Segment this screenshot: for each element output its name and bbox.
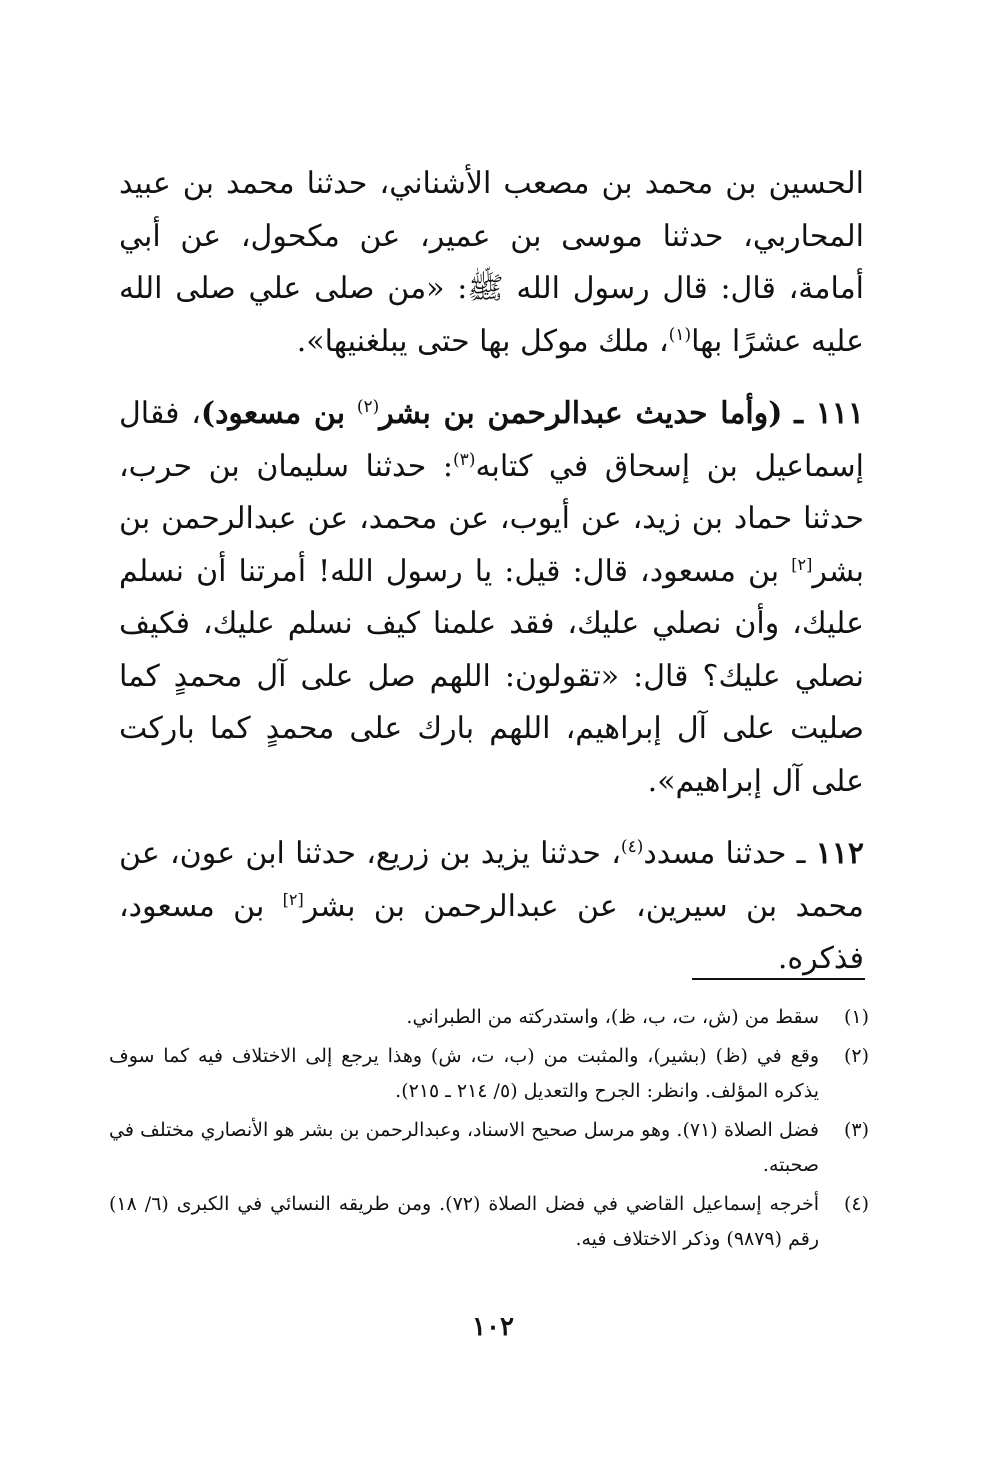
footnote-text: سقط من (ش، ت، ب، ظ)، واستدركته من الطبراني.	[406, 1006, 819, 1028]
editor-mark: [٢]	[282, 889, 304, 909]
footnote-3	[109, 1113, 869, 1183]
footnote-text: فضل الصلاة (٧١). وهو مرسل صحيح الاسناد، وعبدالرحمن بن بشر هو الأنصاري مختلف في صحبته.	[109, 1119, 819, 1176]
text-run: الحسين بن محمد بن مصعب الأشناني، حدثنا محمد بن عبيد المحاربي، حدثنا موسى بن عمير، عن مكحول، عن أبي أمامة، قال: قال رسول الله ﷺ: «من صلى علي صلى الله عليه عشرًا بها	[119, 166, 864, 359]
footnote-number: (٢)	[843, 1045, 869, 1067]
page-number: ١٠٢	[472, 1312, 514, 1342]
text-run: بن مسعود، قال: قيل: يا رسول الله! أمرتنا أن نسلم عليك، وأن نصلي عليك، فقد علمنا كيف نسلم عليك، فكيف نصلي عليك؟ قال: «تقولون: اللهم صل على آل محمدٍ كما صليت على آل إبراهيم، اللهم بارك على محمدٍ كما باركت على آل إبراهيم».	[119, 553, 864, 799]
footnote-ref: (٢)	[356, 397, 380, 417]
hadith-number: ١١٢	[815, 836, 865, 871]
section-heading: بن مسعود)	[200, 396, 346, 431]
footnote-ref: (٤)	[620, 837, 644, 857]
main-text	[119, 158, 864, 1006]
paragraph-112	[119, 828, 864, 986]
hadith-number: ١١١ ـ	[794, 396, 864, 431]
text-run: ، فقال إسماعيل بن إسحاق في كتابه	[119, 396, 865, 484]
footnote-number: (٤)	[843, 1193, 869, 1215]
footnote-4	[109, 1187, 869, 1257]
footnote-text: وقع في (ظ) (بشير)، والمثبت من (ب، ت، ش) وهذا يرجع إلى الاختلاف فيه كما سوف يذكره المؤلف. وانظر: الجرح والتعديل (٥/ ٢١٤ ـ ٢١٥).	[109, 1045, 819, 1102]
text-run: ـ حدثنا مسدد	[643, 836, 816, 871]
footnote-2	[109, 1039, 869, 1109]
paragraph-1	[119, 158, 864, 368]
editor-mark: [٢]	[791, 554, 813, 574]
footnote-ref: (١)	[668, 324, 692, 345]
footnotes	[109, 1000, 869, 1261]
footnote-ref: (٣)	[453, 449, 476, 470]
text-run: ، حدثنا يزيد بن زريع، حدثنا ابن عون، عن محمد بن سيرين، عن عبدالرحمن بن بشر	[119, 836, 864, 924]
footnote-text: أخرجه إسماعيل القاضي في فضل الصلاة (٧٢). ومن طريقه النسائي في الكبرى (٦/ ١٨) رقم (٩٨٧٩) وذكر الاختلاف فيه.	[109, 1193, 819, 1250]
text-run: بن مسعود، فذكره.	[119, 888, 864, 976]
footnote-number: (٣)	[843, 1119, 869, 1141]
text-run: ، ملك موكل بها حتى يبلغنيها».	[296, 323, 669, 359]
footnote-1	[109, 1000, 869, 1035]
text-run: : حدثنا سليمان بن حرب، حدثنا حماد بن زيد، عن أيوب، عن محمد، عن عبدالرحمن بن بشر	[119, 448, 864, 589]
paragraph-111	[119, 388, 864, 808]
section-heading: (وأما حديث عبدالرحمن بن بشر	[379, 396, 783, 431]
footnote-separator	[692, 978, 865, 980]
footnote-number: (١)	[843, 1006, 869, 1028]
